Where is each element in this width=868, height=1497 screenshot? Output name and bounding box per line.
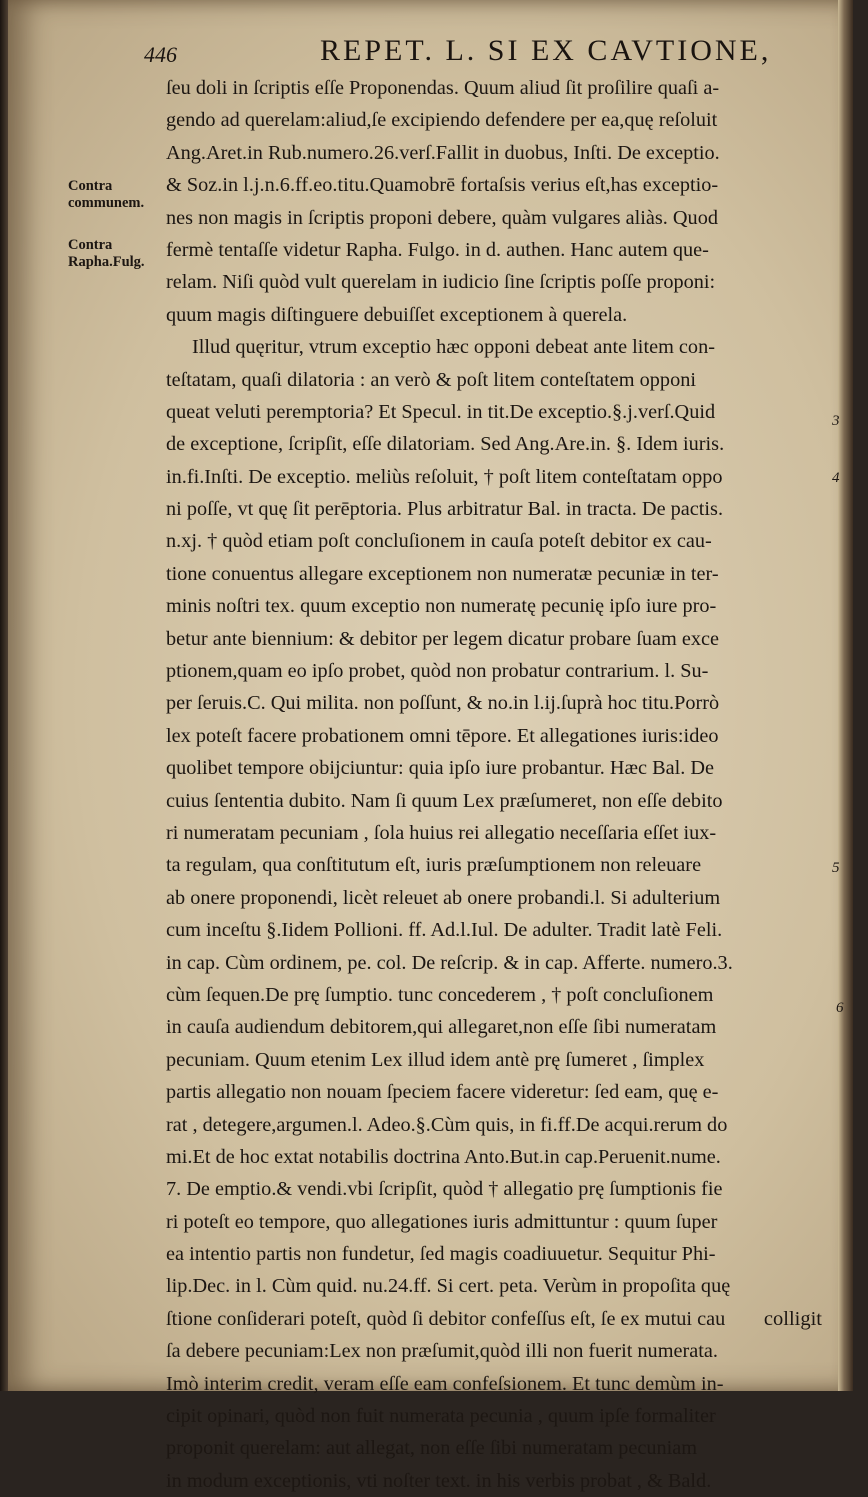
text-line: cuius ſententia dubito. Nam ſi quum Lex præſumeret, non eſſe debito [166, 789, 723, 812]
text-line: ri poteſt eo tempore, quo allegationes iuris admittuntur : quum ſuper [166, 1210, 718, 1233]
margin-number: 5 [832, 860, 840, 876]
text-line: ab onere proponendi, licèt releuet ab onere probandi.l. Si adulterium [166, 886, 721, 909]
text-line: quum magis diſtinguere debuiſſet exceptionem à querela. [166, 303, 628, 326]
text-line: in modum exceptionis, vti noſter text. in his verbis probat , & Bald. [166, 1469, 712, 1492]
text-line: ri numeratam pecuniam , ſola huius rei allegatio neceſſaria eſſet iux- [166, 821, 717, 844]
page-header [140, 34, 840, 74]
text-line: fermè tentaſſe videtur Rapha. Fulgo. in d. authen. Hanc autem que- [166, 238, 709, 261]
text-line: 7. De emptio.& vendi.vbi ſcripſit, quòd † allegatio prę ſumptionis fie [166, 1178, 723, 1201]
text-line: mi.Et de hoc extat notabilis doctrina Anto.But.in cap.Peruenit.nume. [166, 1145, 721, 1168]
text-line: partis allegatio non nouam ſpeciem facere videretur: ſed eam, quę e- [166, 1081, 719, 1104]
text-line: nes non magis in ſcriptis proponi debere, quàm vulgares aliàs. Quod [166, 206, 718, 229]
text-line: betur ante biennium: & debitor per legem dicatur probare ſuam exce [166, 627, 720, 650]
text-line: ni poſſe, vt quę ſit perēptoria. Plus arbitratur Bal. in tracta. De pactis. [166, 498, 724, 521]
margin-note: Contra communem. [68, 178, 145, 211]
text-line: n.xj. † quòd etiam poſt concluſionem in cauſa poteſt debitor ex cau- [166, 530, 712, 553]
text-line: lip.Dec. in l. Cùm quid. nu.24.ff. Si cert. peta. Verùm in propoſita quę [166, 1275, 731, 1298]
catchword: colligit [763, 1308, 822, 1330]
text-line: ſtione conſiderari poteſt, quòd ſi debitor confeſſus eſt, ſe ex mutui cau [166, 1307, 726, 1330]
text-line: Illud quęritur, vtrum exceptio hæc opponi debeat ante litem con- [192, 336, 715, 359]
text-line: in cauſa audiendum debitorem,qui allegaret,non eſſe ſibi numeratam [166, 1016, 717, 1039]
text-line: ſeu doli in ſcriptis eſſe Proponendas. Quum aliud ſit proſilire quaſi a- [166, 77, 720, 99]
text-line: ſa debere pecuniam:Lex non præſumit,quòd illi non fuerit numerata. [166, 1340, 718, 1363]
text-line: in.fi.Inſti. De exceptio. meliùs reſoluit, † poſt litem conteſtatam oppo [166, 465, 723, 488]
text-line: rat , detegere,argumen.l. Adeo.§.Cùm quis, in fi.ff.De acqui.rerum do [166, 1113, 728, 1136]
text-line: Ang.Aret.in Rub.numero.26.verſ.Fallit in duobus, Inſti. De exceptio. [166, 141, 720, 164]
text-line: quolibet tempore obijciuntur: quia ipſo iure probantur. Hæc Bal. De [166, 757, 715, 780]
text-line: lex poteſt facere probationem omni tēpore. Et allegationes iuris:ideo [166, 724, 719, 747]
margin-note: Contra Rapha.Fulg. [68, 237, 145, 270]
text-line: ptionem,quam eo ipſo probet, quòd non probatur contrarium. l. Su- [166, 660, 709, 683]
text-line: ea intentio partis non fundetur, ſed magis coadiuuetur. Sequitur Phi- [166, 1243, 716, 1266]
text-line: teſtatam, quaſi dilatoria : an verò & poſt litem conteſtatem opponi [166, 368, 696, 391]
text-line: de exceptione, ſcripſit, eſſe dilatoriam. Sed Ang.Are.in. §. Idem iuris. [166, 433, 725, 456]
text-line: per ſeruis.C. Qui milita. non poſſunt, & no.in l.ij.ſuprà hoc titu.Porrò [166, 692, 720, 715]
text-line: & Soz.in l.j.n.6.ff.eo.titu.Quamobrē fortaſsis verius eſt,has exceptio- [166, 174, 719, 197]
text-line: pecuniam. Quum etenim Lex illud idem antè prę ſumeret , ſimplex [166, 1048, 705, 1071]
text-line: minis noſtri tex. quum exceptio non numeratę pecunię ipſo iure pro- [166, 595, 717, 618]
text-line: ta regulam, qua conſtitutum eſt, iuris præſumptionem non releuare [166, 854, 702, 877]
text-line: cum inceſtu §.Iidem Pollioni. ff. Ad.l.Iul. De adulter. Tradit latè Feli. [166, 919, 723, 942]
text-line: cùm ſequen.De prę ſumptio. tunc concederem , † poſt concluſionem [166, 983, 714, 1006]
text-line: relam. Niſi quòd vult querelam in iudicio ſine ſcriptis poſſe proponi: [166, 271, 716, 294]
margin-number: 4 [832, 470, 840, 486]
text-line: tione conuentus allegare exceptionem non numeratæ pecuniæ in ter- [166, 562, 719, 585]
text-line: queat veluti peremptoria? Et Specul. in tit.De exceptio.§.j.verſ.Quid [166, 400, 716, 423]
text-line: gendo ad querelam:aliud,ſe excipiendo defendere per ea,quę reſoluit [166, 109, 718, 132]
page-number: 446 [144, 42, 177, 67]
running-head: REPET. L. SI EX CAVTIONE, [320, 34, 772, 67]
margin-number: 3 [832, 413, 840, 429]
page-edge [838, 0, 853, 1391]
margin-number: 6 [836, 1000, 844, 1016]
body-text [166, 72, 828, 1497]
text-line: in cap. Cùm ordinem, pe. col. De reſcrip. & in cap. Afferte. numero.3. [166, 951, 733, 974]
text-line: proponit querelam: aut allegat, non eſſe ſibi numeratam pecuniam [166, 1437, 698, 1460]
text-line: cipit opinari, quòd non fuit numerata pecunia , quum ipſe formaliter [166, 1405, 716, 1428]
text-line: Imò interim credit, veram eſſe eam confeſsionem. Et tunc demùm in- [166, 1372, 724, 1395]
